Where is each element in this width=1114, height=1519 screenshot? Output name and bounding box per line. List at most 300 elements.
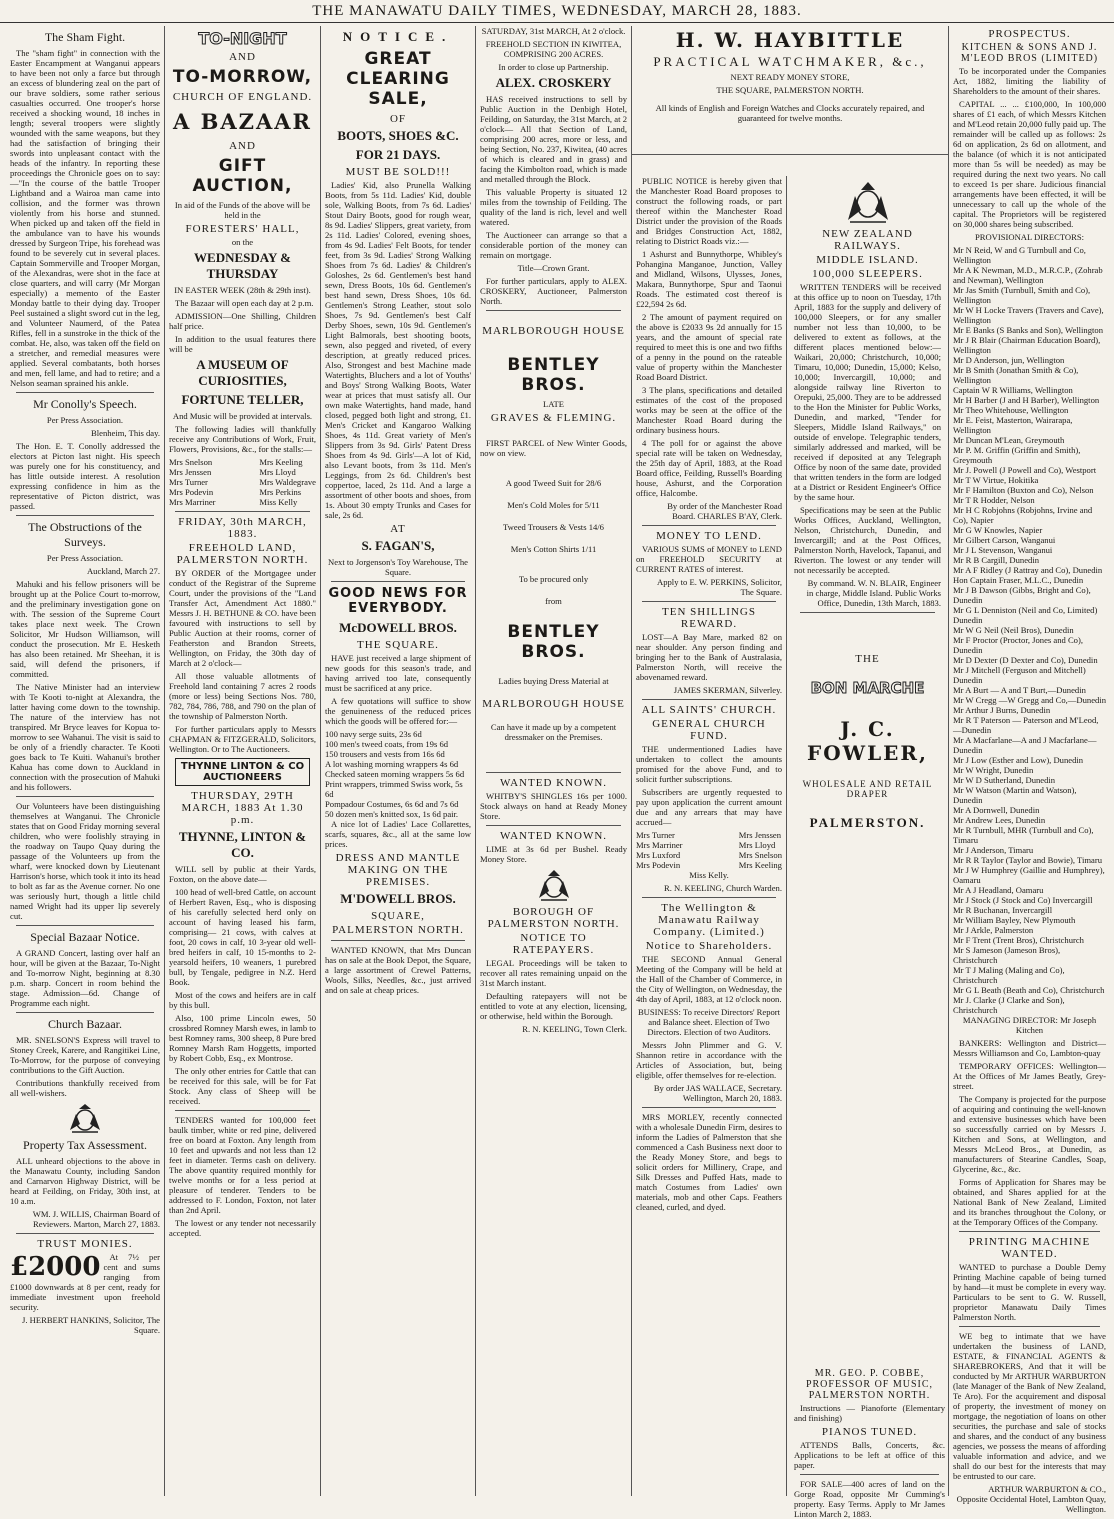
haybittle-next: NEXT READY MONEY STORE, [730,72,850,82]
bentley-heading: BENTLEY BROS. [507,355,600,395]
foresters-hall: FORESTERS' HALL, [185,223,300,235]
conolly-body: The Hon. E. T. Conolly addressed the electors at Picton last night. His speech was purely one for his constituency, and has little outside interest. A resolution expressing confidence in him as the representative of Picton district, was passed. [10,441,160,511]
dress-making: DRESS AND MANTLE MAKING ON THE PREMISES. [335,852,461,888]
kitchen-heading: KITCHEN & SONS AND J. M'LEOD BROS (LIMITED) [960,42,1099,64]
director-item: Mr W D Sutherland, Dunedin [953,775,1056,785]
divider [16,796,154,797]
from-label: from [545,596,562,606]
and-label-2: AND [229,140,256,152]
legal-body: LEGAL Proceedings will be taken to recover all rates remaining unpaid on the 31st March instant. [480,958,627,988]
haybittle-heading: H. W. HAYBITTLE [675,28,905,52]
friday-date: FRIDAY, 30th MARCH, 1883. [178,516,307,540]
director-item: Captain W R Williams, Wellington [953,385,1073,395]
divider [959,1231,1100,1232]
director-item: Mr F Hamilton (Buxton and Co), Nelson [953,485,1094,495]
divider [486,825,621,826]
railway-body-2: Messrs John Plimmer and G. V. Shannon retire in accordance with the Articles of Association, but, being eligible, offer themselves for re-election. [636,1040,782,1080]
director-item: Mr A Dornwell, Dunedin [953,805,1040,815]
ladies-list [169,457,316,507]
croskery-body: HAS received instructions to sell by Public Auction in the Denbigh Hotel, Feilding, on Saturday, the 31st March, at 2 o'clock— All that Section of Land, comprising 200 acres, more or less, and being Section, No. 237, Kiwitea, (40 acres of which is cleared and in grass) and facing the Kimbolton road, which is made and metalled through the Block. [480,94,627,184]
column-6 [949,26,1110,1514]
fund-body-2: Subscribers are urgently requested to pay upon application the current amount due and any arrears that may have accrued— [636,787,782,827]
obstructions-place: Auckland, March 27. [86,566,160,576]
of-label: OF [389,113,407,125]
graves-fleming: GRAVES & FLEMING. [490,412,617,424]
gift-auction-heading: GIFT AUCTION, [192,156,293,196]
freehold-body: BY ORDER of the Mortgagee under conduct of the Registrar of the Supreme Court, under the provisions of the "Land Transfer Act, Amendment Act 1880." Messrs J. H. BETHUNE & CO. have been favoured with instructions to sell by Public Auction at their rooms, corner of Featherston and Brandon Streets, Wellington, on Friday, the 30th day of March at 2 o'clock— [169,568,316,668]
director-item: Mr G W Knowles, Napier [953,525,1043,535]
first-parcel: FIRST PARCEL of New Winter Goods, now on view. [480,438,627,458]
cobbe-heading: MR. GEO. P. COBBE, PROFESSOR OF MUSIC, PALMERSTON NORTH. [805,1368,934,1401]
director-item: Mr W H Locke Travers (Travers and Cave), Wellington [953,305,1104,325]
obstructions-body-2: The Native Minister had an interview with Te Kooti to-night at Alexandra, the latter having come down to the township. The nature of the interview has not transpired. Mr Bryce leaves for Kopua to-morrow to see Wahanui. The visit is said to be only of a friendly character. Te Kooti goes back to Te Kuiti. Wahanui's brother Kahua has come down to Auckland in connection with the prosecution of Mahuki and his followers. [10,682,160,792]
road-item-1: 1 Ashurst and Bunnythorpe, Whibley's Pohangina Manganoe, Junction, Valley and Midland, Wilsons, Ulysses, Jones, Makara, Bunnythorpe, Spur and Taonui Roads. The estimated cost thereof is £22,594 2s 6d. [636,249,782,309]
printing-heading: PRINTING MACHINE WANTED. [968,1236,1091,1260]
conolly-byline: Per Press Association. [46,415,124,425]
reward-sign: JAMES SKERMAN, Silverley. [673,685,782,695]
church-of-england: CHURCH OF ENGLAND. [172,91,313,103]
middle-island-heading: MIDDLE ISLAND. [816,254,919,266]
capital-body: CAPITAL ... ... £100,000, In 100,000 shares of £1 each, of which Messrs Kitchen and M'Leod retain 20,000 fully paid up. The remainder will be called up as follows: 2s 6d on application, 2s 6d on allotment, and the balance (of which it is not anticipated more than 5s will be needed) as may be required during the next two years. No call to exceed 1s per share. Judicious financial arrangements have been effected, it will be unnecessary to call up the whole of the capital. The Proprietors will be registered on 30,000 shares being subscribed. [953,99,1106,229]
list-item: Mrs Keeling [738,860,782,870]
trust-amount: £2000 [10,1252,101,1282]
mcdowell-heading: McDOWELL BROS. [339,620,457,635]
fortune-teller: FORTUNE TELLER, [181,392,304,407]
divider [16,1233,154,1234]
watchmaker-heading: PRACTICAL WATCHMAKER, &c., [653,54,927,69]
director-item: Mr E Banks (S Banks and Son), Wellington [953,325,1104,335]
divider [486,772,621,773]
director-item: Mr W Wright, Dunedin [953,765,1034,775]
cobbe-attends: ATTENDS Balls, Concerts, &c. Applications to be left at office of this paper. [794,1440,945,1470]
director-item: Mr A K Newman, M.D., M.R.C.P., (Zohrab and Newman), Wellington [953,265,1103,285]
made-up-note: Can have it made up by a competent dressmaker on the Premises. [490,722,617,742]
boots-list: Ladies' Kid, also Prunella Walking Boots, from 5s 11d. Ladies' Kid, double sole, Walking Boots, from 7s 6d. Ladies' Stout Dairy Boots, good for rough wear, 8s 9d. Ladies' Slippers, great variety, from 2s 11d. Ladies' Colored, evening shoes, from 4s 9d. Ladies' Felt Boots, for tender feet, from 3s 9d. Ladies' Strong Walking Shoes from 7s 6d. Ladies' & Children's Goloshes, 2s 6d. Gentlemen's best hand sewn, Dress Boots, 10s 6d. Gentlemen's best hand sewn, Dress Shoes, 10s 6d. Gentlemen's Strong Leather, stout solo Shoes, 7s 9d. Gentlemen's best Calf Derby Shoes, sewn, 10s 9d. Gentlemen's Light Balmorals, best shooting boots, sewn, also pegged and riveted, of every description, at greatly reduced prices. Also, Strongest and best Machine made Watertights, Bluchers and a lot of Youths' and Boys' Strong Walking Boots, Water wear at prices that must satisfy all. Our own make Watertights, hand made, hand closed, pegged both light and strong, £1. Men's Cricket and Kangaroo Walking Shoes, 4s 11d. Great variety of Men's Slippers from 3s 9d. Girls' Patent Dress Shoes from 4s 9d. Girls'—A lot of Kid, also Levant boots, from 3s 11d. Men's Leggings, from 2s 6d. Children's best coppertoe, laced, 2s 11d. And a large a assortment of other boots and shoes, from 1s. About 30 empty Trunks and Cases for sale, 2s 6d. [325,180,471,520]
prospectus-heading: PROSPECTUS. [988,28,1071,40]
warburton-body: WE beg to intimate that we have undertaken the business of LAND, ESTATE, & FINANCIAL AGENTS & SHAREBROKERS, And that it will be conducted by Mr ARTHUR WARBURTON (late Manager of the Bank of New Zealand, Te Aro). For the acquirement and disposal of property, the investment of money on mortgage, the negotiation of loans on other securities, the purchase and sale of stocks and shares, and the conduct of any business agencies, we possess the means of affording valuable information and advice, and we shall do our best for the interests that may be entrusted to our care. [953,1331,1106,1481]
freehold-title: FREEHOLD LAND, PALMERSTON NORTH. [176,542,309,566]
list-item: Men's Cotton Shirts 1/11 [510,544,597,554]
public-notice-body: PUBLIC NOTICE is hereby given that the Manchester Road Board proposes to construct the following roads, or part thereof within the Manchester Road District under the provision of the Roads and Bridges Construction Act, 1882, relating to District Roads viz.:— [636,176,782,246]
divider [800,1474,939,1475]
director-item: Mr A F Ridley (J Rattray and Co), Dunedin [953,565,1103,575]
director-item: Mr D Anderson, jun, Wellington [953,355,1065,365]
draper-heading: WHOLESALE AND RETAIL DRAPER [802,779,933,799]
road-sign: By order of the Manchester Road Board. CHARLES B'AY, Clerk. [667,501,782,521]
list-item: Mrs Podevin [636,860,681,870]
incorporated-body: To be incorporated under the Companies Act, 1882, limiting the liability of Shareholders to the amount of their shares. [953,66,1106,96]
bazaar-open: The Bazaar will open each day at 2 p.m. [175,298,314,308]
all-saints-heading: ALL SAINTS' CHURCH. [641,704,777,716]
divider [800,612,935,613]
list-item: 50 dozen men's knitted sox, 1s 6d pair. [325,809,459,819]
column-3 [321,26,476,1496]
trust-monies-sign: J. HERBERT HANKINS, Solicitor, The Square. [22,1315,160,1335]
mcdowell-body-2: A few quotations will suffice to show the genuineness of the reduced prices which the goods will be offered for:— [325,696,471,726]
croskery-body-2: This valuable Property is situated 12 miles from the township of Feilding. The quality of the land is rich, level and well watered. [480,187,627,227]
directors-list [953,245,1106,1015]
director-item: Mr William Bayley, New Plymouth [953,915,1076,925]
quotations-list [325,729,471,819]
director-item: Mr R Turnbull, MHR (Turnbull and Co), Timaru [953,825,1094,845]
keeling-sign: R. N. KEELING, Town Clerk. [522,1024,627,1034]
directors-heading: PROVISIONAL DIRECTORS: [974,232,1085,242]
saturday-date: SATURDAY, 31st MARCH, At 2 o'clock. [481,26,626,36]
list-item: Print wrappers, trimmed Swiss work, 5s 6d [325,779,463,799]
list-item: Mrs Perkins [259,487,302,497]
wanted-known-duncan: WANTED KNOWN, that Mrs Duncan has on sale at the Book Depot, the Square, a large assortment of Crewel Patterns, Wools, Silks, Needles, &c., just arrived and on sale at cheap prices. [325,945,471,995]
notice-ratepayers: NOTICE TO RATEPAYERS. [512,932,595,956]
bazaar-heading: A BAZAAR [172,109,313,134]
entries-note: The only other entries for Cattle that can be received for this sale, will be for Fat Stock. Any class of Sheep will be received. [169,1066,316,1106]
also-stock: Also, 100 prime Lincoln ewes, 50 crossbred Romney Marsh ewes, in lamb to best Romney rams, 300 sheep, 8 Pure bred Romney Marsh Ram Hoggetts, imported by Robert Cobb, Esq., ex Montrose. [169,1013,316,1063]
goods-list [480,472,627,560]
ladies-contrib: The following ladies will thankfully receive any Contributions of Work, Fruit, Flowers, Provisions, &c., for the stalls:— [169,424,316,454]
divider [642,525,776,526]
list-item: Pompadour Costumes, 6s 6d and 7s 6d [325,799,459,809]
the-label: THE [855,653,880,665]
freehold-body-3: For further particulars apply to Messrs CHAPMAN & FITZGERALD, Solicitors, Wellington. Or to The Auctioneers. [169,724,316,754]
money-body: VARIOUS SUMS of MONEY to LEND on FREEHOLD SECURITY at CURRENT RATES of interest. [636,544,782,574]
divider [16,392,154,393]
railway-heading: The Wellington & Manawatu Railway Company. (Limited.) [653,902,765,938]
square-label: SQUARE, [371,910,425,922]
director-item: Mr T J Maling (Maling and Co), Christchurch [953,965,1065,985]
director-item: Mr J R Blair (Chairman Education Board), Wellington [953,335,1101,355]
director-item: Hon Captain Fraser, M.L.C., Dunedin [953,575,1084,585]
list-item: Miss Kelly [259,497,298,507]
director-item: Mr J Arkle, Palmerston [953,925,1034,935]
bazaar-admission: ADMISSION—One Shilling, Children half price. [169,311,316,331]
director-item: Mr R B Cargill, Dunedin [953,555,1040,565]
director-item: Mr D Dexter (D Dexter and Co), Dunedin [953,655,1098,665]
company-purpose: The Company is projected for the purpose of acquiring and continuing the well-known and extensive businesses which have been so successfully carried on by Messrs J. Kitchen and Sons, at Wellington, and Messrs McLeod Bros., at Dunedin, as manufacturers of Stearine Candles, Soap, Glycerine, &c., &c. [953,1094,1106,1174]
museum-heading: A MUSEUM OF CURIOSITIES, [196,357,289,388]
nz-railways-heading: NEW ZEALAND RAILWAYS. [822,228,913,252]
property-tax-sign: WM. J. WILLIS, Chairman Board of Reviewers. Marton, March 27, 1883. [32,1209,160,1229]
late-label: LATE [542,399,564,409]
fund-ladies [636,830,782,870]
lace-note: A nice lot of Ladies' Lace Collarettes, scarfs, squares, &c., all at the same low prices. [325,819,471,849]
tonight-heading: TO-NIGHT [198,29,287,48]
divider [486,310,621,311]
column-1 [6,26,165,1496]
director-item: Mr P. M. Griffin (Griffin and Smith), Greymouth [953,445,1081,465]
clearing-sale-heading: GREAT CLEARING SALE, [346,49,450,109]
tenders-body: TENDERS wanted for 100,000 feet baulk timber, white or red pine, delivered free on board at Foxton. Any length from 10 feet and upwards and not less than 12 feet in diameter. Terms cash on delivery. The above quantity required monthly for twelve months or for a less period at pleasure of tenderer. Tenders to be addressed to F. London, Foxton, not later than 2nd April. [169,1115,316,1215]
road-item-2: 2 The amount of payment required on the above is £2033 9s 2d annually for 15 years, and the amount of special rate required to meet this is one and two fifths of a penny in the pound on the rateable value of property within the Manchester Road Board District. [636,312,782,382]
director-item: Mr E. Feist, Masterton, Wairarapa, Wellington [953,415,1073,435]
director-item: Mr W Cregg —W Gregg and Co,—Dunedin [953,695,1106,705]
list-item: A good Tweed Suit for 28/6 [505,478,602,488]
director-item: Mr T R Hodder, Nelson [953,495,1035,505]
divider [175,511,310,512]
money-heading: MONEY TO LEND. [656,530,762,542]
bankers: BANKERS: Wellington and District—Messrs Williamson and Co, Lambton-quay [953,1038,1106,1058]
property-tax-body: ALL unheard objections to the above in the Manawatu County, including Sandon and Carnarvon Highway District, will be heard at Feilding, on Friday, 30th inst, at 10 a.m. [10,1156,160,1206]
volunteers-body: Our Volunteers have been distinguishing themselves at Wanganui. The Chronicle states that on Good Friday morning several children, who were foolishly straying in the roadway on Taupo Quay during the passage of the Volunteers up from the wharf, were knocked down by Lieutenant Harrison's horse, which took it into its head to bolt as far as the Avenue corner. No one was seriously hurt, though a little child named Wright had its upper lip severely cut. [10,801,160,921]
director-item: Mr Duncan M'Lean, Greymouth [953,435,1065,445]
stock-list: 100 head of well-bred Cattle, on account of Herbert Raven, Esq., who is disposing of his carefully selected herd only on account of having leased his farm, comprising— 21 cows, with calves at foot, 20 cows in calf, 10 3-year old well-bred heifers in calf, 10 15-months to 2-yearsold heifers, 10 weaners, 1 purebred bull, by Tengale, pedigree in N.Z. Herd Book. [169,887,316,987]
road-item-4: 4 The poll for or against the above special rate will be taken on Wednesday, the 25th day of April, 1883, at the Road Board office, Feilding, Russell's Boarding house, Ashurst, and the Corporation office, Halcombe. [636,438,782,498]
cobbe-instructions: Instructions — Pianoforte (Elementary and finishing) [794,1403,945,1423]
list-item: Checked sateen morning wrappers 5s 6d [325,769,465,779]
divider [16,1012,154,1013]
obstructions-body-1: Mahuki and his fellow prisoners will be brought up at the Police Court to-morrow, and the preliminary investigation gone on with. The session of the Supreme Court takes place next week. The Crown Solicitor, Mr Hudson Williamson, will conduct the prosecution. Mr E. Hesketh has also been retained. Mr Sheehan, it is said, will defend the prisoners, if committed. [10,579,160,679]
property-tax-title: Property Tax Assessment. [23,1138,147,1152]
sleepers-sign: By command. W. N. BLAIR, Engineer in charge, Middle Island. Public Works Office, Dunedin, 13th March, 1883. [806,578,941,608]
list-item: Mrs Luxford [636,850,681,860]
music-note: And Music will be provided at intervals. [172,411,313,421]
croskery-heading: ALEX. CROSKERY [495,75,612,90]
bentley-heading-2: BENTLEY BROS. [507,622,600,662]
director-item: Mr H C Robjohns (Robjohns, Irvine and Co), Napier [953,505,1093,525]
church-bazaar-body-2: Contributions thankfully received from all well-wishers. [10,1078,160,1098]
bazaar-notice-title: Special Bazaar Notice. [30,930,140,944]
trust-monies-title: TRUST MONIES. [37,1238,133,1250]
divider [331,581,465,582]
temporary-offices: TEMPORARY OFFICES: Wellington—At the Offices of Mr James Beatly, Grey-street. [953,1061,1106,1091]
croskery-further: For further particulars, apply to ALEX. CROSKERY, Auctioneer, Palmerston North. [480,276,627,306]
the-square: THE SQUARE. [357,639,439,651]
column-5-bottom-right [790,1366,949,1519]
director-item: Mr J. Clarke (J Clarke and Son), Christchurch [953,995,1065,1015]
divider [632,154,949,155]
director-item: Mr J Stock (J Stock and Co) Invercargill [953,895,1093,905]
fowler-heading: J. C. FOWLER, [807,717,928,765]
good-news-heading: GOOD NEWS FOR EVERYBODY. [328,586,468,616]
sham-fight-title: The Sham Fight. [44,30,126,44]
money-sign: Apply to E. W. PERKINS, Solicitor, The Square. [657,577,782,597]
list-item: Mrs Turner [636,830,675,840]
fund-body: THE undermentioned Ladies have undertaken to collect the amounts promised for the above Fund, and to solicit further subscriptions. [636,744,782,784]
bazaar-features: In addition to the usual features there will be [169,334,316,354]
director-item: Mr Gilbert Carson, Wanganui [953,535,1056,545]
director-item: Mr J B Dawson (Gibbs, Bright and Co), Dunedin [953,585,1091,605]
director-item: Mr F Proctor (Proctor, Jones and Co), Dunedin [953,635,1083,655]
printing-body: WANTED to purchase a Double Demy Printing Machine capable of being turned by hand—it must be complete in every way. Particulars to be sent to G. W. Russell, proprietor Manawatu Daily Times Palmerston North. [953,1262,1106,1322]
director-item: Mr J Mitchell (Ferguson and Mitchell) Dunedin [953,665,1086,685]
mcdowell-body: HAVE just received a large shipment of new goods for this season's trade, and having arrived too late, consequently must be sacrificed at any price. [325,653,471,693]
marlborough-heading-2: MARLBOROUGH HOUSE [482,698,625,710]
list-item: 150 trousers and vests from 16s 6d [325,749,445,759]
list-item: Mrs Lloyd [738,840,776,850]
bazaar-days: WEDNESDAY & THURSDAY [194,250,291,281]
watches-body: All kinds of English and Foreign Watches and Clocks accurately repaired, and guaranteed for twelve months. [655,103,925,123]
column-5-bottom [632,1366,949,1519]
managing-director: MANAGING DIRECTOR: Mr Joseph Kitchen [962,1015,1097,1035]
director-item: Mr Arthur J Burns, Dunedin [953,705,1051,715]
director-item: Mr Theo Whitehouse, Wellington [953,405,1069,415]
railway-body: THE SECOND Annual General Meeting of the Company will be held at the Hall of the Chamber of Commerce, in the City of Wellington, on Wednesday, the 4th day of April, 1883, at 12 o'clock noon. [636,954,782,1004]
fund-ladies-left [636,830,683,870]
royal-arms-icon [838,180,898,224]
haybittle-square: THE SQUARE, PALMERSTON NORTH. [716,85,864,95]
director-item: Mr W G Neil (Neil Bros), Dunedin [953,625,1074,635]
partnership-note: In order to close up Partnership. [498,62,609,72]
director-item: Mr G L Denniston (Neil and Co, Limited) Dunedin [953,605,1098,625]
sleepers-body-2: Specifications may be seen at the Public Works Offices, Auckland, Wellington, Nelson, Christchurch, Dunedin, and Invercargill; and at the Post Offices, Palmerston North, Havelock, Tapanui, and Riverton. The lowest or any tender will not necessarily be accepted. [794,505,941,575]
church-bazaar-body: MR. SNELSON'S Express will travel to Stoney Creek, Karere, and Rangitikei Line, To-Morrow, for the purpose of conveying contributions to the Gift Auction. [10,1035,160,1075]
ladies-buying: Ladies buying Dress Material at [498,676,609,686]
column-4 [476,26,632,1496]
divider [16,925,154,926]
default-body: Defaulting ratepayers will not be entitled to vote at any election, licensing, or otherwise, held within the Borough. [480,991,627,1021]
director-item: Mr J Low (Esther and Low), Dunedin [953,755,1084,765]
palmerston-label: PALMERSTON NORTH. [332,924,464,936]
ladies-list-right [259,457,316,507]
director-item: Mr A Burt — A and T Burt,—Dunedin [953,685,1086,695]
morley-body: MRS MORLEY, recently connected with a wholesale Dunedin Firm, desires to inform the Ladies of Palmerston that she commenced a Cash Business next door to the Ready Money Store, and begs to solicit orders for Millinery, Crape, and Silk Dresses and Puffed Hats, made to match Costumes from Ladies' own materials, mob and other Caps. Feathers cleaned, curled, and dyed. [636,1112,782,1212]
list-item: 100 men's tweed coats, from 19s 6d [325,739,449,749]
sleepers-heading: 100,000 SLEEPERS. [812,268,923,280]
warburton-sign: ARTHUR WARBURTON & CO., Opposite Occidental Hotel, Lambton Quay, Wellington. [956,1484,1106,1514]
trust-monies-body: At 7½ per cent and sums ranging from £1000 downwards at 8 per cent, ready for immediate investment upon freehold security. [10,1252,160,1312]
newspaper-masthead: THE MANAWATU DAILY TIMES, WEDNESDAY, MARCH 28, 1883. [0,0,1114,23]
borough-heading: BOROUGH OF PALMERSTON NORTH. [487,906,620,930]
list-item: Mrs Marriner [636,840,683,850]
thynne-heading: THYNNE, LINTON & CO. [178,829,307,860]
fund-heading: GENERAL CHURCH FUND. [652,718,766,742]
reward-heading: TEN SHILLINGS REWARD. [662,606,756,630]
director-item: Mr R R Taylor (Taylor and Bowie), Timaru [953,855,1103,865]
tenders-body-2: The lowest or any tender not necessarily accepted. [169,1218,316,1238]
must-be-sold: MUST BE SOLD!!! [345,166,451,178]
boots-heading: BOOTS, SHOES &C. [337,128,459,143]
director-item: Mr N Reid, W and G Turnbull and Co, Wellington [953,245,1086,265]
freehold-body-2: All those valuable allotments of Freehold land containing 7 acres 2 roods (more or less) being Sections Nos. 780, 782, 784, 786, 788, and 790 on the plan of the township of Palmerston North. [169,671,316,721]
pianos-tuned: PIANOS TUNED. [821,1426,918,1438]
director-item: Mr J L Stevenson, Wanganui [953,545,1053,555]
divider [331,940,465,941]
reward-body: LOST—A Bay Mare, marked 82 on near shoulder. Any person finding and bringing her to the Bank of Australasia, Palmerston North, will receive the abovenamed reward. [636,632,782,682]
conolly-place: Blenheim, This day. [91,428,160,438]
and-label: AND [229,51,256,63]
list-item: Mrs Podevin [169,487,214,497]
wanted-known-1: WANTED KNOWN. [499,777,608,789]
marlborough-heading: MARLBOROUGH HOUSE [482,325,625,337]
royal-crest-icon [62,1102,108,1134]
sleepers-body: WRITTEN TENDERS will be received at this office up to noon on Tuesday, 17th April, 1883 for the supply and delivery of 100,000 Sleepers, or for any smaller number not less than 10,000, to be delivered to extent as follows, at the different places mentioned below:— Waikari, 20,000; Christchurch, 10,000; Timaru, 10,000; Dunedin, 15,000; Kelso, 10,000; Invercargill, 10,000; and alongside railway line Riverton to Orepuki, 25,000. They are to be addressed to the Hon the Minister for Public Works, Dunedin, and marked, "Tender for Sleepers, Middle Island Railways," on outside of envelope. Telegraphic tenders, similarly addressed and marked, will be received if deposited at any Telegraph Office by noon of the same date, provided that written tenders in the form are lodged at a District or Resident Engineer's Office by the same hour. [794,282,941,502]
bazaar-notice-body: A GRAND Concert, lasting over half an hour, will be given at the Bazaar, To-Night and To-morrow Night, beginning at 8.30 p.m. sharp. Concert in room behind the stage. Admission—6d. Change of Programme each night. [10,948,160,1008]
director-item: Mr R Buchanan, Invercargill [953,905,1053,915]
auctioneers-stamp: THYNNE LINTON & CO AUCTIONEERS [175,758,310,786]
railway-business: BUSINESS: To receive Directors' Report and Balance sheet. Election of Two Directors. Election of two Auditors. [637,1007,781,1037]
director-item: Mr H Barber (J and H Barber), Wellington [953,395,1100,405]
director-item: Mr T W Virtue, Hokitika [953,475,1039,485]
director-item: Mr Jas Smith (Turnbull, Smith and Co), Wellington [953,285,1091,305]
conolly-title: Mr Conolly's Speech. [33,397,137,411]
column-5-left [632,176,787,1436]
director-item: Mr W Watson (Martin and Watson), Dunedin [953,785,1077,805]
sham-fight-body: The "sham fight" in connection with the Easter Encampment at Wanganui appears to have been not only a farce but through an excess of blundering zeal on the part of our brave soldiers, some rather serious casualties occurred. One trooper's horse received a shocking wound, 18 inches in length; several troopers were slightly wounded with the same weapons, but they had the satisfaction of bringing their swords into unpleasant contact with the heads of the infantry. In reporting these proceedings the Chronicle goes on to say:—"In the course of the battle Trooper Lightband and a Wairoa man came into collision, and the former was thrown violently from his horse and stunned. When picked up and taken off the field in the ambulance van to have his wounds dressed by Surgeon Tripe, his forehead was found to be severely cut in several places. Captain Sommerville and Trooper Morgan, of the Alexandras, were shot in the face at close quarters, and will carry (Mr Morgan especially) a memento of the Easter Monday battle to their dying day. Trooper Peel sustained a slight sword cut in the leg, and Volunteer Naumerd, of the Patea Rifles, fell in a sunstroke in the thick of the combat. He, also, was taken off the field on a stretcher, and remedial measures were applied. Several combatants, both horses and men, fell lame, and had to retire; and a Nelson seaman sprained his ankle. [10,48,160,388]
church-bazaar-title: Church Bazaar. [48,1017,122,1031]
director-item: Mr Andrew Lees, Dunedin [953,815,1046,825]
list-item: A lot washing morning wrappers 4s 6d [325,759,459,769]
list-item: Mrs Snelson [738,850,782,860]
divider [959,1326,1100,1327]
list-item: Mrs Snelson [169,457,213,467]
fagan-heading: S. FAGAN'S, [361,538,435,553]
director-item: Mr J Anderson, Timaru [953,845,1034,855]
at-label: AT [390,523,406,535]
shingles-body: WHITBY'S SHINGLES 16s per 1000. Stock always on hand at Ready Money Store. [480,791,627,821]
shareholders-heading: Notice to Shareholders. [645,940,773,952]
divider [642,897,776,898]
director-item: Mr J W Humphrey (Gaillie and Humphrey), Oamaru [953,865,1105,885]
stock-note: Most of the cows and heifers are in calf by this bull. [169,990,316,1010]
fagan-address: Next to Jorgenson's Toy Warehouse, The Square. [328,557,468,577]
list-item: Mrs Marriner [169,497,216,507]
days-heading: FOR 21 DAYS. [355,147,441,162]
divider [642,699,776,700]
croskery-body-3: The Auctioneer can arrange so that a considerable portion of the money can remain on mortgage. [480,230,627,260]
thursday-date: THURSDAY, 29TH MARCH, 1883 At 1.30 p.m. [181,790,304,826]
column-5 [632,26,949,1519]
crown-grant: Title—Crown Grant. [517,263,590,273]
notice-heading: NOTICE. [342,29,454,44]
director-item: Mr J. Powell (J Powell and Co), Westport [953,465,1097,475]
newspaper-columns [6,26,1110,1519]
borough-crest-icon [531,868,577,902]
tomorrow-heading: TO-MORROW, [172,67,313,87]
road-item-3: 3 The plans, specifications and detailed estimates of the cost of the proposed works may be seen at the office of the Manchester Road Board during the ordinary business hours. [636,385,782,435]
column-2 [165,26,321,1496]
column-5-right [790,176,945,1436]
fund-kelly: Miss Kelly. [689,870,729,880]
obstructions-byline: Per Press Association. [46,553,124,563]
director-item: Mr B Smith (Jonathan Smith & Co), Wellington [953,365,1079,385]
list-item: Tweed Trousers & Vests 14/6 [503,522,604,532]
list-item: Mrs Jenssen [169,467,212,477]
mcdowell-heading-2: M'DOWELL BROS. [340,891,456,906]
fund-sign: R. N. KEELING, Church Warden. [663,883,782,893]
wanted-known-2: WANTED KNOWN. [499,830,608,842]
divider [16,515,154,516]
list-item: Mrs Keeling [259,457,303,467]
list-item: 100 navy serge suits, 23s 6d [325,729,422,739]
divider [642,601,776,602]
bazaar-aid: In aid of the Funds of the above will be held in the [174,200,311,220]
for-sale-body: FOR SALE—400 acres of land on the Gorge Road, opposite Mr Cumming's property. Easy Terms. Apply to Mr James Linton March 2, 1883. [794,1479,945,1519]
divider [175,1110,310,1111]
list-item: Mrs Jenssen [738,830,782,840]
on-the-label: on the [231,237,254,247]
freehold-kiwitea: FREEHOLD SECTION IN KIWITEA, COMPRISING 200 ACRES. [485,39,622,59]
director-item: Mr F Trent (Trent Bros), Christchurch [953,935,1084,945]
list-item: Men's Cold Moles for 5/11 [507,500,600,510]
list-item: Mrs Waldegrave [259,477,316,487]
director-item: Mr G L Beath (Beath and Co), Christchurch [953,985,1105,995]
railway-sign: By order JAS WALLACE, Secretary. Wellington, March 20, 1883. [653,1083,782,1103]
list-item: Mrs Lloyd [259,467,296,477]
director-item: Mr R T Paterson — Paterson and M'Leod,—Dunedin [953,715,1099,735]
fund-ladies-right [739,830,782,870]
obstructions-title: The Obstructions of the Surveys. [28,520,142,549]
column-5-bottom-left [632,1366,787,1496]
lime-body: LIME at 3s 6d per Bushel. Ready Money Store. [480,844,627,864]
forms-body: Forms of Application for Shares may be obtained, and Shares applied for at the National Bank of New Zealand, Limited and its branches throughout the Colony, or at the Temporary Offices of the Company. [953,1177,1106,1227]
palmerston-heading: PALMERSTON. [809,815,926,830]
ladies-list-left [169,457,216,507]
bon-marche-heading: BON MARCHE [810,679,925,697]
list-item: Mrs Turner [169,477,208,487]
director-item: Mr S Jameson (Jameson Bros), Christchurch [953,945,1061,965]
procured-only: To be procured only [518,574,589,584]
thynne-body: WILL sell by public at their Yards, Foxton, on the above date— [169,864,316,884]
director-item: Mr A J Headland, Oamaru [953,885,1044,895]
director-item: Mr A Macfarlane—A and J Macfarlane—Dunedin [953,735,1097,755]
